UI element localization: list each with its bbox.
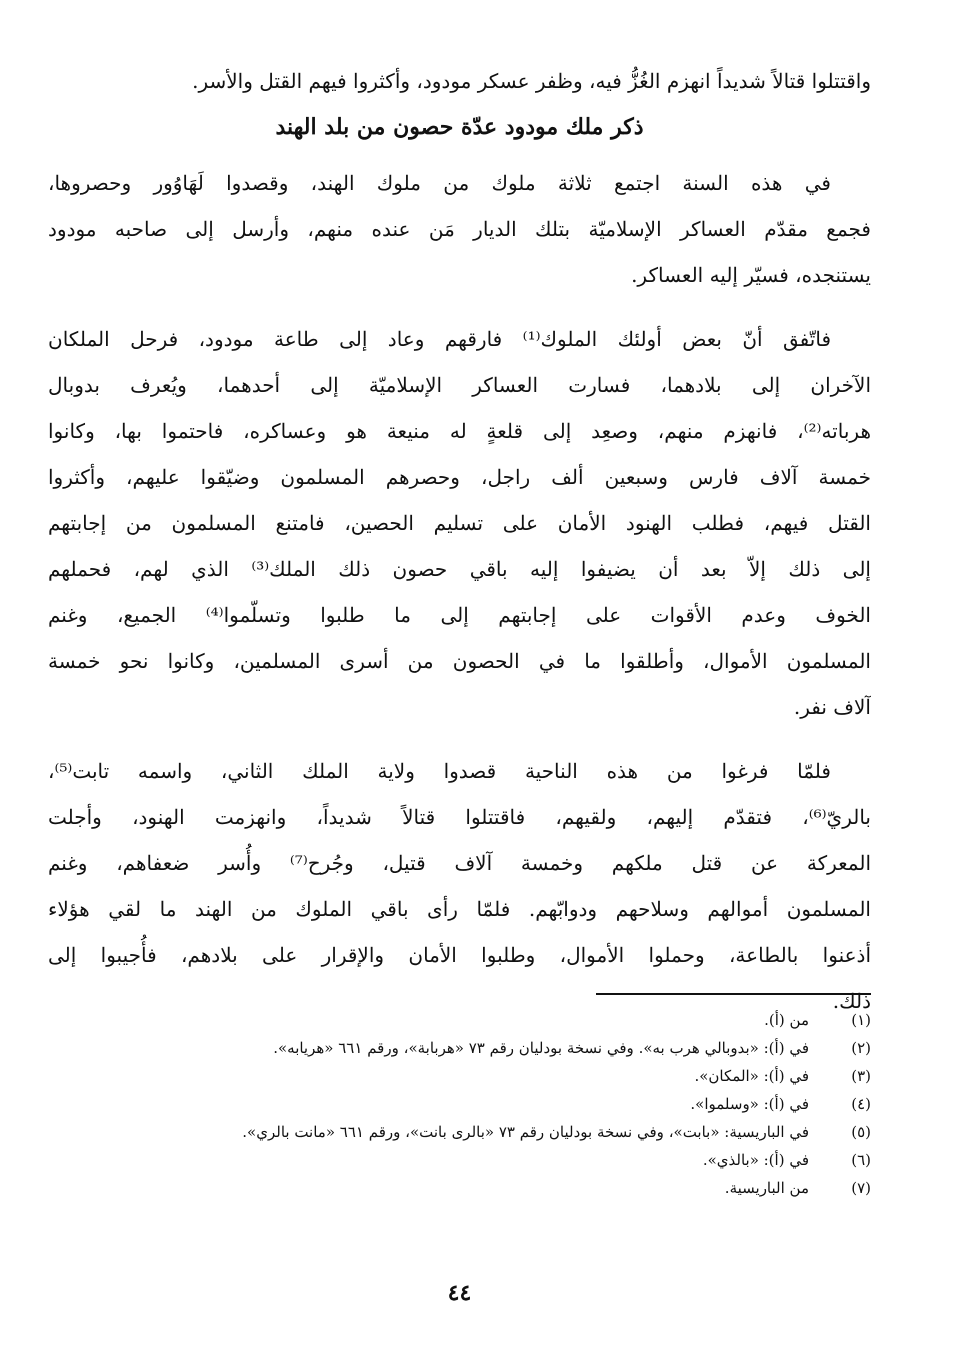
paragraph-3-line-5: أذعنوا بالطاعة، وحملوا الأموال، وطلبوا الأمان والإقرار على بلادهم، فأُجيبوا إلى bbox=[48, 943, 871, 967]
paragraph-3-line-2: بالريّ⁽⁶⁾، فتقدّم إليهم، ولقيهم، فاقتتلوا قتالاً شديداً، وانهزمت الهنود، وأجلت bbox=[48, 805, 871, 829]
paragraph-3-line-1: فلمّا فرغوا من هذه الناحية قصدوا ولاية الملك الثاني، واسمه تابت⁽⁵⁾، bbox=[48, 759, 831, 783]
paragraph-3 bbox=[48, 748, 871, 1024]
intro-line: واقتتلوا قتالاً شديداً انهزم الغُزُّ فيه، وظفر عسكر مودود، وأكثروا فيهم القتل والأسر. bbox=[192, 69, 871, 93]
page-number: ٤٤ bbox=[447, 1280, 472, 1306]
footnote-4 bbox=[48, 1090, 871, 1118]
paragraph-2-line-4: خمسة آلاف فارس وسبعين ألف راجل، وحصرهم المسلمون وضيّقوا عليهم، وأكثروا bbox=[48, 465, 871, 489]
paragraph-3-line-4: المسلمون أموالهم وسلاحهم ودوابّهم. فلمّا رأى باقي الملوك من الهند ما لقي هؤلاء bbox=[48, 897, 871, 921]
paragraph-2-line-3: هرباته⁽²⁾، فانهزم منهم، وصعِد إلى قلعةٍ له منيعة هو وعساكره، فاحتموا بها، وكانوا bbox=[48, 419, 871, 443]
paragraph-2-line-6: إلى ذلك إلاّ بعد أن يضيفوا إليه باقي حصون ذلك الملك⁽³⁾ الذي لهم، فحملهم bbox=[48, 557, 871, 581]
footnote-text: في (أ): «وسلموا». bbox=[690, 1095, 809, 1113]
footnote-7 bbox=[48, 1174, 871, 1202]
footnote-text: في (أ): «بدوبالي هرب به». وفي نسخة بودليان رقم ٧٣ «هربابة»، ورقم ٦٦١ «هريابه». bbox=[273, 1039, 809, 1057]
paragraph-1 bbox=[48, 160, 871, 298]
footnote-number: (٧) bbox=[851, 1179, 871, 1197]
footnote-text: في (أ): «المكان». bbox=[694, 1067, 809, 1085]
paragraph-3-line-6: ذلك. bbox=[832, 989, 871, 1013]
footnote-number: (٢) bbox=[851, 1039, 871, 1057]
footnote-number: (٤) bbox=[851, 1095, 871, 1113]
footnote-number: (٥) bbox=[851, 1123, 871, 1141]
paragraph-2-line-7: الخوف وعدم الأقوات على إجابتهم إلى ما طلبوا وتسلّموا⁽⁴⁾ الجميع، وغنم bbox=[48, 603, 871, 627]
paragraph-1-line-2: فجمع مقدّم العساكر الإسلاميّة بتلك الديار مَن عنده منهم، وأرسل إلى صاحبه مودود bbox=[48, 217, 871, 241]
paragraph-2-line-9: آلاف نفر. bbox=[793, 695, 871, 719]
paragraph-2 bbox=[48, 316, 871, 730]
footnote-text: من الباريسية. bbox=[724, 1179, 809, 1197]
footnote-number: (١) bbox=[851, 1011, 871, 1029]
footnote-number: (٣) bbox=[851, 1067, 871, 1085]
book-page bbox=[48, 58, 871, 1327]
footnote-number: (٦) bbox=[851, 1151, 871, 1169]
paragraph-3-line-3: المعركة عن قتل ملكهم وخمسة آلاف قتيل، وجُرح⁽⁷⁾ وأُسر ضعفاهم، وغنم bbox=[48, 851, 871, 875]
footnote-5 bbox=[48, 1118, 871, 1146]
paragraph-2-line-5: القتل فيهم، فطلب الهنود الأمان على تسليم الحصين، فامتنع المسلمون من إجابتهم bbox=[48, 511, 871, 535]
footnotes bbox=[48, 1006, 871, 1202]
footnote-1 bbox=[48, 1006, 871, 1034]
footnote-text: في الباريسية: «بابت»، وفي نسخة بودليان رقم ٧٣ «بالرى بانت»، ورقم ٦٦١ «مانت بالري». bbox=[242, 1123, 809, 1141]
footnote-text: في (أ): «بالذي». bbox=[702, 1151, 809, 1169]
footnote-6 bbox=[48, 1146, 871, 1174]
paragraph-2-line-2: الآخران إلى بلادهما، فسارت العساكر الإسلاميّة إلى أحدهما، ويُعرف بدوبال bbox=[48, 373, 871, 397]
paragraph-2-line-1: فاتّفق أنّ بعض أولئك الملوك⁽¹⁾ فارقهم وعاد إلى طاعة مودود، فرحل الملكان bbox=[48, 327, 832, 351]
paragraph-2-line-8: المسلمون الأموال، وأطلقوا ما في الحصون من أسرى المسلمين، وكانوا نحو خمسة bbox=[48, 649, 871, 673]
paragraph-1-line-3: يستنجده، فسيّر إليه العساكر. bbox=[631, 263, 871, 287]
footnote-2 bbox=[48, 1034, 871, 1062]
footnote-divider bbox=[596, 993, 871, 995]
paragraph-1-line-1: في هذه السنة اجتمع ثلاثة ملوك من ملوك الهند، وقصدوا لَهَاوُور وحصروها، bbox=[48, 171, 831, 195]
section-heading: ذكر ملك مودود عدّة حصون من بلد الهند bbox=[275, 114, 644, 140]
footnote-3 bbox=[48, 1062, 871, 1090]
footnote-text: من (أ). bbox=[764, 1011, 809, 1029]
